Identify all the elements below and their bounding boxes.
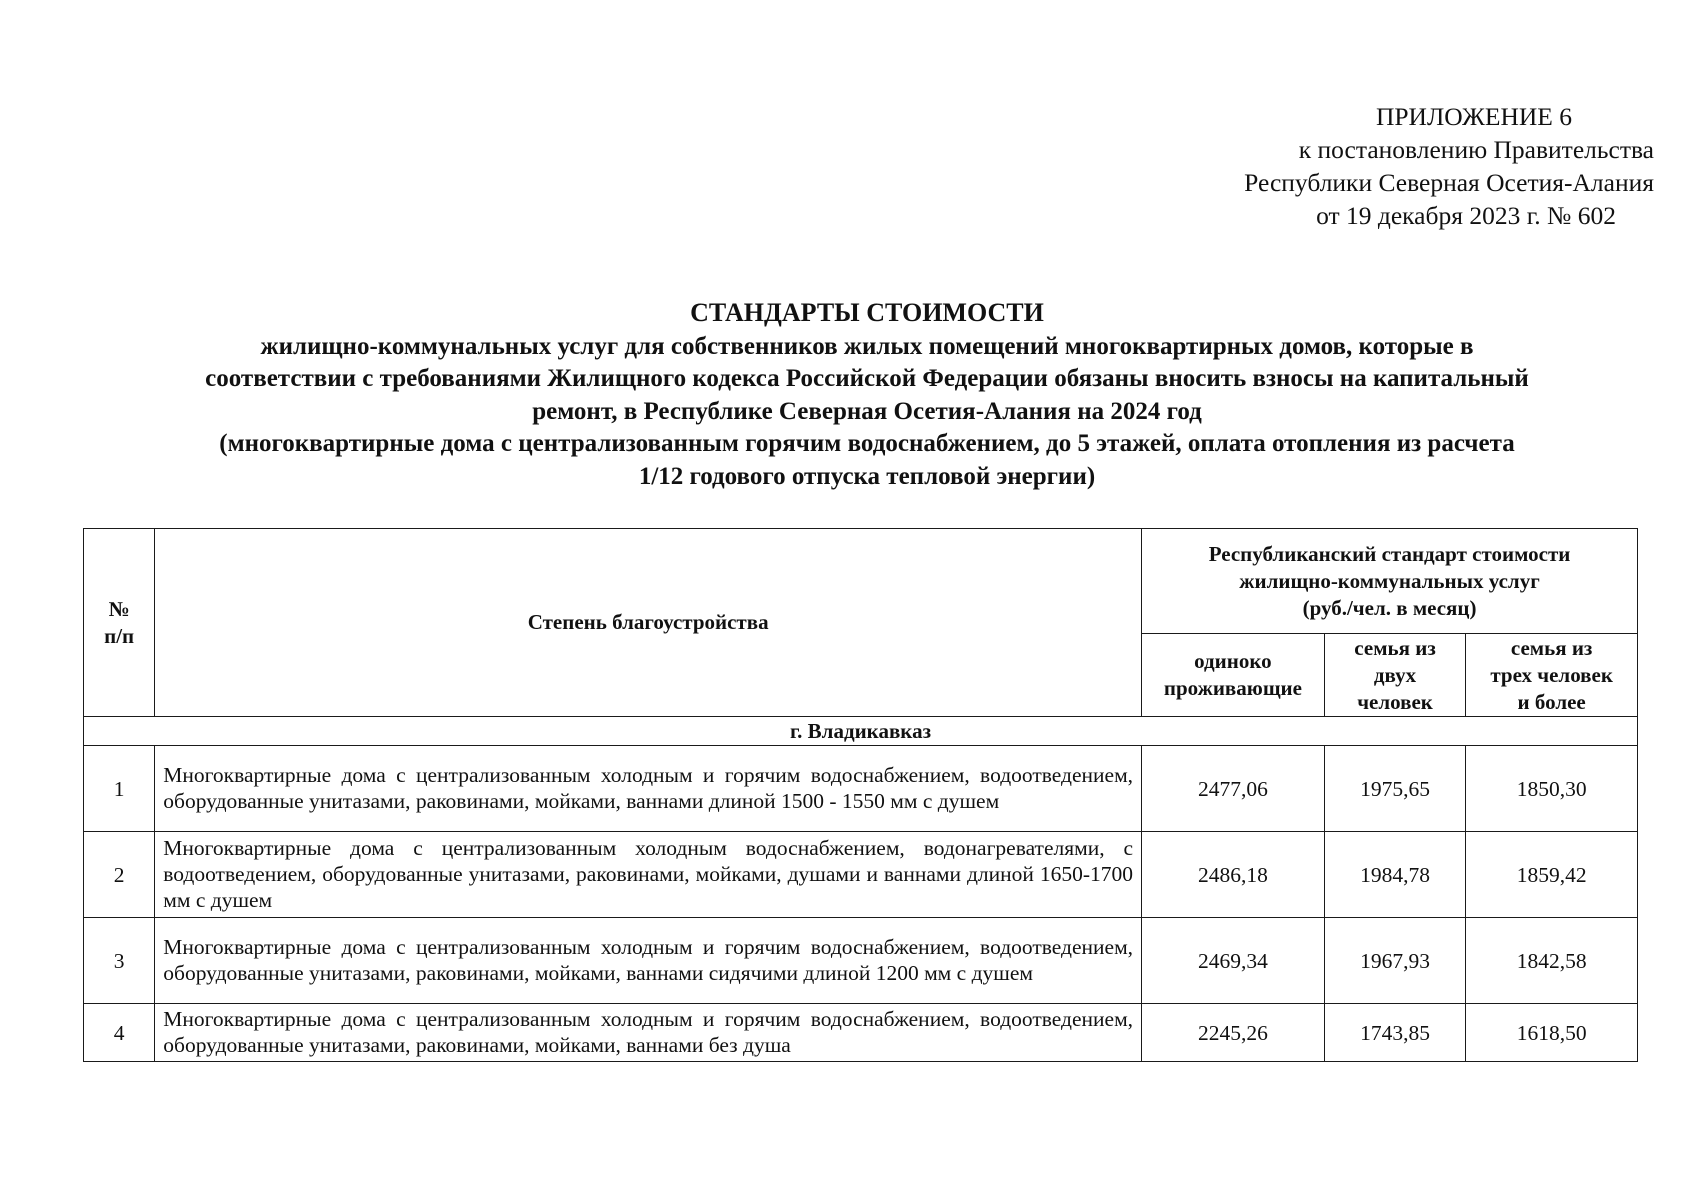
appendix-decree: к постановлению Правительства	[1298, 135, 1654, 164]
city-section-row	[84, 717, 1638, 746]
row-number: 3	[84, 918, 155, 1004]
city-name: г. Владикавказ	[84, 717, 1638, 746]
row-description: Многоквартирные дома с централизованным холодным водоснабжением, водонагревателями, с водоотведением, оборудованные унитазами, раковинами, мойками, душами и ваннами длиной 1650-1700 мм с душем	[155, 832, 1142, 918]
header-family-two: семья из двух человек	[1324, 634, 1466, 717]
table-row	[84, 746, 1638, 832]
row-description: Многоквартирные дома с централизованным холодным и горячим водоснабжением, водоотведением, оборудованные унитазами, раковинами, мойками, ваннами длиной 1500 - 1550 мм с душем	[155, 746, 1142, 832]
value-family-three: 1618,50	[1466, 1004, 1638, 1062]
value-single: 2469,34	[1142, 918, 1325, 1004]
table-header-row	[84, 529, 1638, 634]
table-row	[84, 1004, 1638, 1062]
title-line-2: соответствии с требованиями Жилищного кодекса Российской Федерации обязаны вносить взносы на капитальный	[205, 365, 1529, 392]
value-family-two: 1975,65	[1324, 746, 1466, 832]
document-title	[82, 297, 1652, 493]
row-description: Многоквартирные дома с централизованным холодным и горячим водоснабжением, водоотведением, оборудованные унитазами, раковинами, мойками, ваннами без душа	[155, 1004, 1142, 1062]
header-description: Степень благоустройства	[155, 529, 1142, 717]
value-single: 2486,18	[1142, 832, 1325, 918]
header-single: одиноко проживающие	[1142, 634, 1325, 717]
title-line-1: жилищно-коммунальных услуг для собственников жилых помещений многоквартирных домов, которые в	[260, 332, 1474, 360]
cost-standards-table	[83, 528, 1638, 1062]
row-description: Многоквартирные дома с централизованным холодным и горячим водоснабжением, водоотведением, оборудованные унитазами, раковинами, мойками, ваннами сидячими длиной 1200 мм с душем	[155, 918, 1142, 1004]
title-line-3: ремонт, в Республике Северная Осетия-Алания на 2024 год	[532, 397, 1202, 425]
title-line-4: (многоквартирные дома с централизованным горячим водоснабжением, до 5 этажей, оплата отопления из расчета	[219, 430, 1515, 457]
header-family-three: семья из трех человек и более	[1466, 634, 1638, 717]
table-row	[84, 832, 1638, 918]
table-row	[84, 918, 1638, 1004]
value-single: 2477,06	[1142, 746, 1325, 832]
value-family-three: 1842,58	[1466, 918, 1638, 1004]
value-family-two: 1743,85	[1324, 1004, 1466, 1062]
appendix-reference	[1244, 100, 1654, 232]
value-family-two: 1967,93	[1324, 918, 1466, 1004]
header-standard-group: Республиканский стандарт стоимости жилищно-коммунальных услуг (руб./чел. в месяц)	[1142, 529, 1638, 634]
row-number: 1	[84, 746, 155, 832]
value-family-three: 1850,30	[1466, 746, 1638, 832]
appendix-date: от 19 декабря 2023 г. № 602	[1316, 201, 1616, 230]
value-single: 2245,26	[1142, 1004, 1325, 1062]
value-family-two: 1984,78	[1324, 832, 1466, 918]
title-line-5: 1/12 годового отпуска тепловой энергии)	[638, 462, 1096, 490]
row-number: 4	[84, 1004, 155, 1062]
appendix-republic: Республики Северная Осетия-Алания	[1244, 168, 1654, 197]
appendix-number: ПРИЛОЖЕНИЕ 6	[1375, 102, 1572, 131]
header-number: № п/п	[84, 529, 155, 717]
main-title: СТАНДАРТЫ СТОИМОСТИ	[690, 298, 1044, 327]
row-number: 2	[84, 832, 155, 918]
value-family-three: 1859,42	[1466, 832, 1638, 918]
